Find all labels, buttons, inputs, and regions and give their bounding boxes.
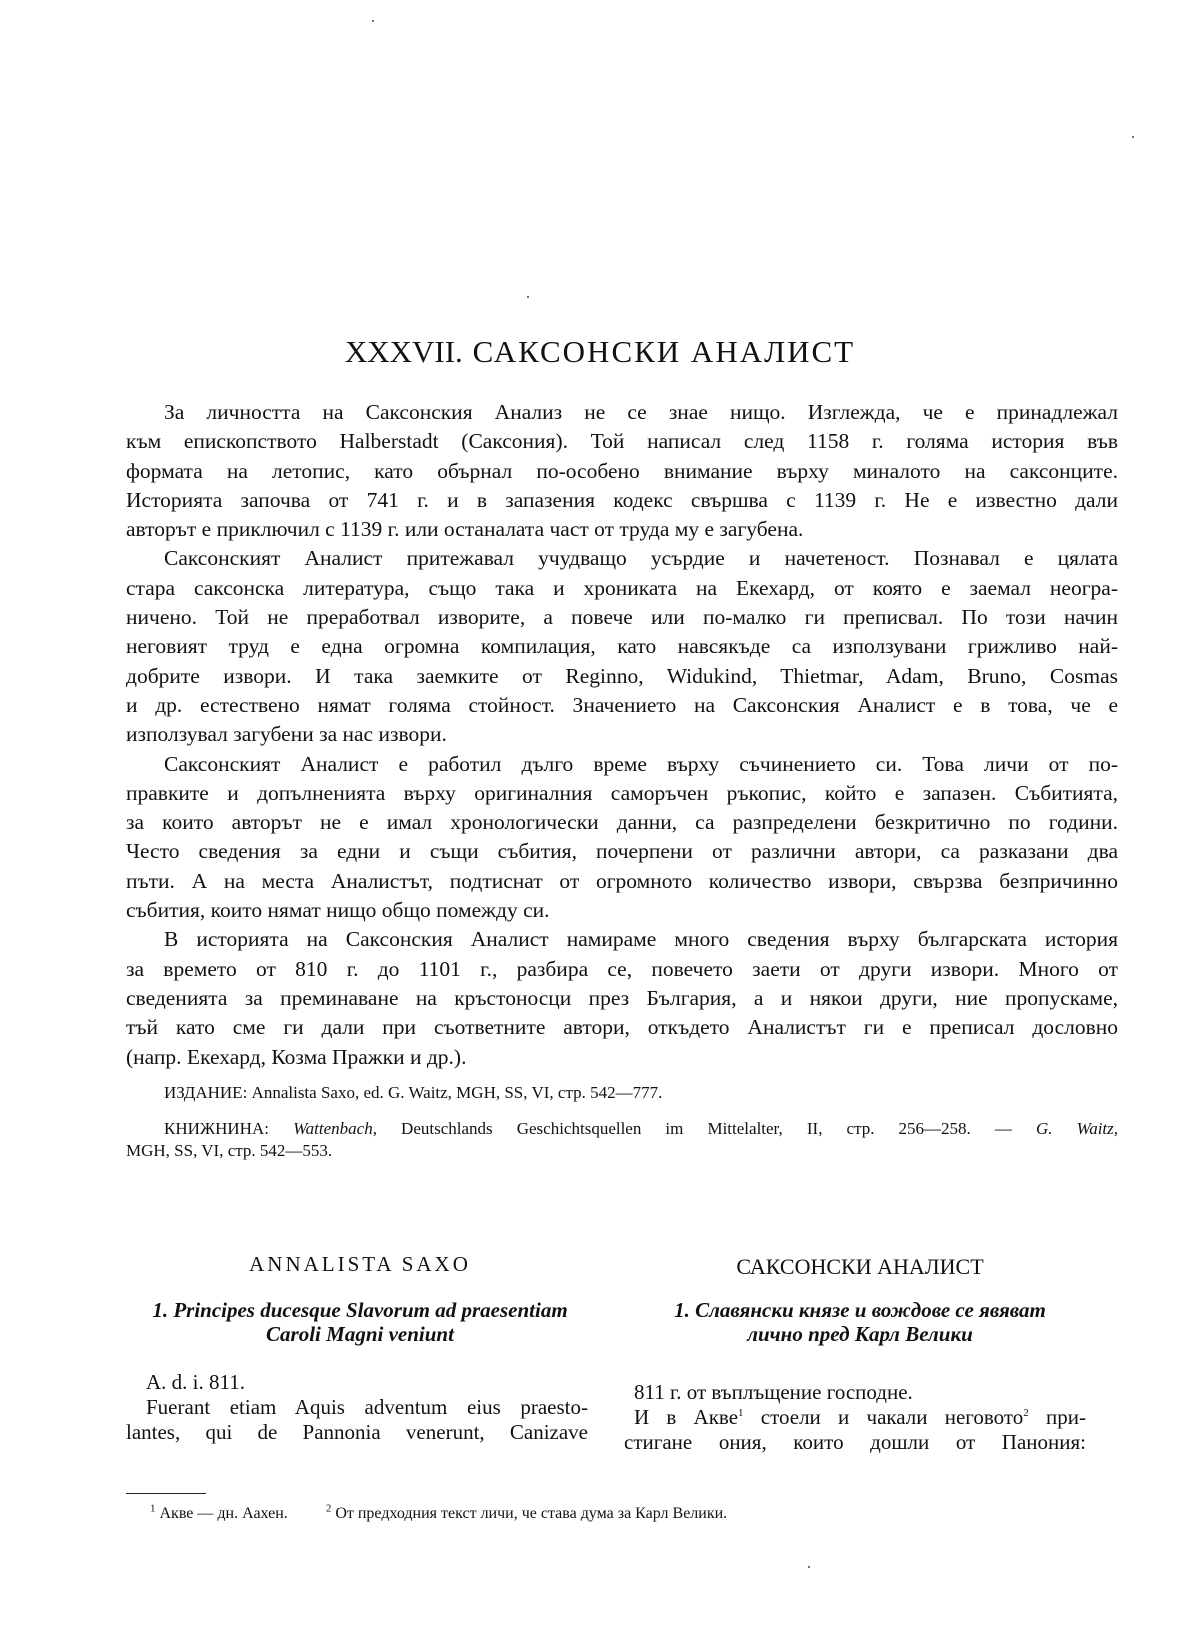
- chapter-title: [0, 334, 1200, 370]
- footnote-1: $^1$ Акве — дн. Аахен.: [150, 1502, 288, 1522]
- intro-line: сведенията за преминаване на кръстоносци през България, а и някои други, ние пропускаме,: [126, 985, 1118, 1010]
- latin-line-2: lantes, qui de Pannonia venerunt, Canizave: [126, 1420, 588, 1444]
- edition-reference: [126, 1082, 1118, 1104]
- chapter-number: XXXVII.: [344, 334, 463, 369]
- intro-line: формата на летопис, като обърнал по-особено внимание върху миналото на саксонците.: [126, 458, 1118, 483]
- latin-heading: ANNALISTA SAXO: [249, 1252, 471, 1276]
- footnote-ref-2[interactable]: 2: [1023, 1407, 1029, 1419]
- intro-line: Историята започва от 741 г. и в запазения кодекс свършва с 1139 г. Не е известно дали: [126, 487, 1118, 512]
- literature-reference: [126, 1118, 1118, 1140]
- latin-line-1: Fuerant etiam Aquis adventum eius praesto-: [146, 1395, 588, 1419]
- bulgarian-heading: САКСОНСКИ АНАЛИСТ: [736, 1254, 984, 1279]
- latin-section-title: [120, 1298, 600, 1346]
- intro-line: неговият труд е една огромна компилация, като навсякъде са използувани грижливо най-: [126, 634, 1118, 659]
- intro-line: Често сведения за едни и същи събития, почерпени от различни автори, са разказани два: [126, 839, 1118, 864]
- intro-line: за които авторът не е имал хронологически данни, са разпределени безкритично по години.: [126, 810, 1118, 835]
- edition-text: Annalista Saxo, ed. G. Waitz, MGH, SS, VI, стр. 542—777.: [251, 1083, 663, 1102]
- intro-line: и др. естествено нямат голяма стойност. Значението на Саксонския Аналист е в това, че е: [126, 692, 1118, 717]
- intro-line: авторът е приключил с 1139 г. или останалата част от труда му е загубена.: [126, 517, 804, 542]
- intro-line: Саксонският Аналист притежавал учудващо усърдие и начетеност. Познавал е цялата: [164, 546, 1118, 571]
- literature-reference-cont: MGH, SS, VI, стр. 542—553.: [126, 1141, 333, 1160]
- intro-line: пъти. А на места Аналистът, подтиснат от огромното количество извори, свързва безпричинно: [126, 868, 1118, 893]
- intro-line: За личността на Саксонския Анализ не се знае нищо. Изглежда, че е принадлежал: [164, 400, 1118, 424]
- footnotes: [150, 1502, 761, 1523]
- literature-label: КНИЖНИНА:: [164, 1119, 269, 1138]
- bulgarian-line-1: И в Акве$^1$ стоели и чакали неговото$^2$ при-: [634, 1405, 1087, 1429]
- intro-line: тъй като сме ги дали при съответните автори, откъдето Аналистът ги е преписал дословно: [126, 1015, 1118, 1040]
- scan-speck: [372, 20, 374, 22]
- references: [126, 1082, 1118, 1162]
- literature-text-1: Deutschlands Geschichtsquellen im Mittelalter, II, стр. 256—258. —: [401, 1119, 1012, 1138]
- bulgarian-section-title-line-2: лично пред Карл Велики: [747, 1322, 973, 1346]
- latin-text: [126, 1370, 588, 1445]
- bulgarian-text: [624, 1380, 1086, 1455]
- bulgarian-year: 811 г. от въплъщение господне.: [634, 1380, 913, 1404]
- edition-label: ИЗДАНИЕ:: [164, 1083, 248, 1102]
- intro-line: добрите извори. И така заемките от Reginno, Widukind, Thietmar, Adam, Bruno, Cosmas: [126, 663, 1118, 688]
- latin-section-title-line-2: Caroli Magni veniunt: [266, 1322, 454, 1346]
- intro-line: ничено. Той не преработвал изворите, а повече или по-малко ги преписвал. По този начин: [126, 605, 1118, 630]
- latin-section-title-line-1: 1. Principes ducesque Slavorum ad praesentiam: [152, 1298, 568, 1322]
- chapter-title-text: САКСОНСКИ АНАЛИСТ: [472, 334, 856, 369]
- scan-speck: [1132, 136, 1134, 138]
- intro-line: към епископството Halberstadt (Саксония). Той написал след 1158 г. голяма история във: [126, 429, 1118, 454]
- bulgarian-section-title-line-1: 1. Славянски князе и вождове се явяват: [674, 1298, 1046, 1322]
- intro-line: В историята на Саксонския Аналист намираме много сведения върху българската история: [164, 927, 1118, 952]
- scan-speck: [808, 1566, 810, 1568]
- latin-year: A. d. i. 811.: [146, 1370, 245, 1394]
- intro-line: събития, които нямат нищо общо помежду си.: [126, 898, 550, 923]
- scan-speck: [527, 296, 529, 298]
- literature-author-1: Wattenbach,: [293, 1119, 377, 1138]
- intro-line: стара саксонска литература, също така и хрониката на Екехард, от която е заемал неогра-: [126, 575, 1118, 600]
- introduction-text: [126, 398, 1118, 1072]
- intro-line: за времето от 810 г. до 1101 г., разбира се, повечето заети от други извори. Много от: [126, 956, 1118, 981]
- intro-line: използувал загубени за нас извори.: [126, 722, 447, 747]
- literature-author-2: G. Waitz,: [1035, 1119, 1119, 1138]
- intro-line: правките и допълненията върху оригиналния саморъчен ръкопис, който е запазен. Събитията,: [126, 780, 1118, 805]
- bulgarian-line-2: стигане ония, които дошли от Панония:: [624, 1430, 1086, 1454]
- footnote-ref-1[interactable]: 1: [738, 1407, 744, 1419]
- bulgarian-section-title: [620, 1298, 1100, 1346]
- intro-line: (напр. Екехард, Козма Пражки и др.).: [126, 1044, 467, 1069]
- footnote-2: $^2$ От предходния текст личи, че става дума за Карл Велики.: [325, 1502, 728, 1522]
- footnote-separator: [126, 1493, 206, 1494]
- intro-line: Саксонският Аналист е работил дълго време върху съчинението си. Това личи от по-: [164, 751, 1118, 776]
